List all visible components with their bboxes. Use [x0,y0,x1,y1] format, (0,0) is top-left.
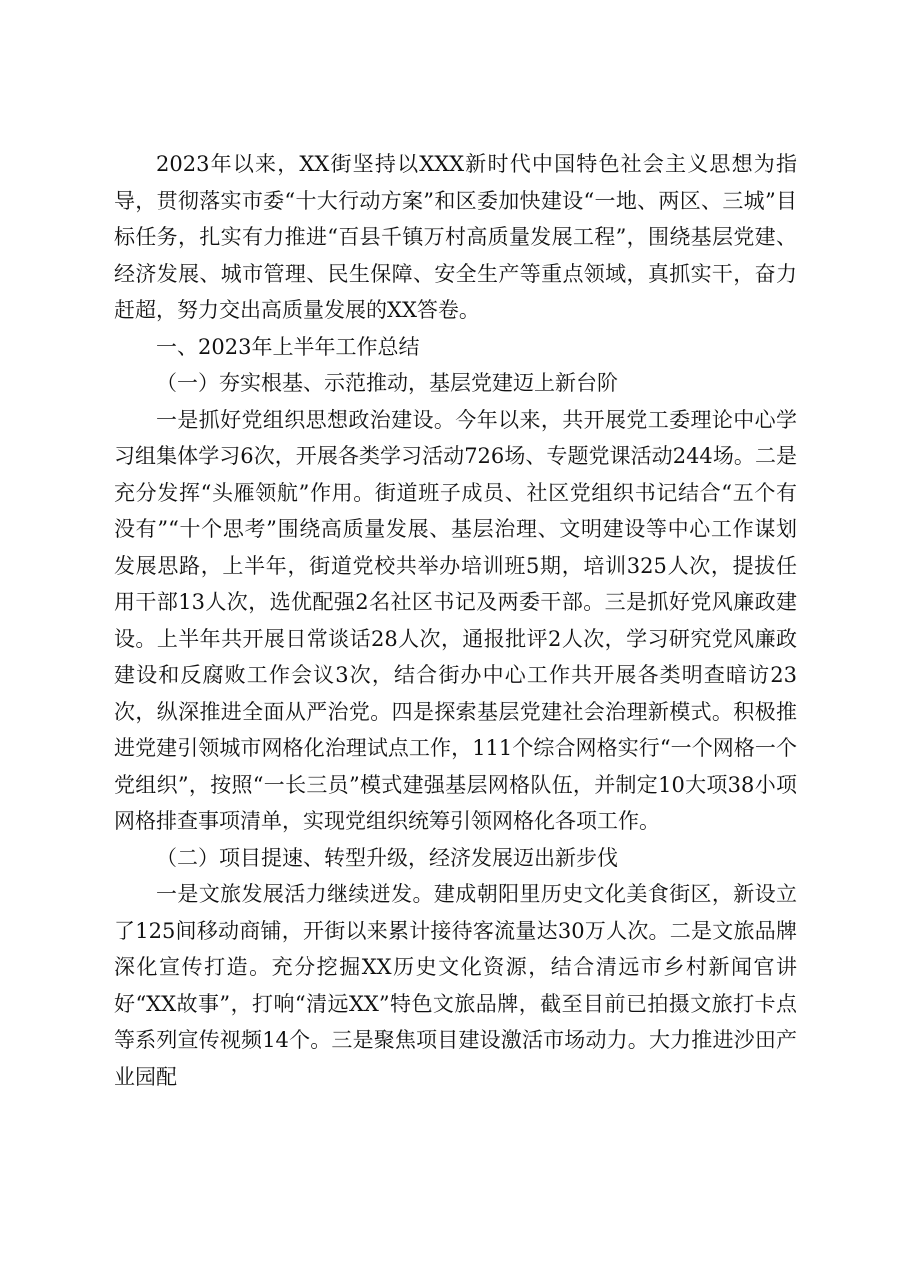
intro-paragraph: 2023年以来，XX街坚持以XXX新时代中国特色社会主义思想为指导，贯彻落实市委“十大行动方案”和区委加快建设“一地、两区、三城”目标任务，扎实有力推进“百县千镇万村高质量发展工程”，围绕基层党建、经济发展、城市管理、民生保障、安全生产等重点领域，真抓实干，奋力赶超，努力交出高质量发展的XX答卷。 [114,152,797,322]
subsection-heading: （二）项目提速、转型升级，经济发展迈出新步伐 [156,845,618,870]
subsection-heading: （一）夯实根基、示范推动，基层党建迈上新台阶 [156,371,618,395]
section-heading: 一、2023年上半年工作总结 [156,334,420,359]
body-paragraph: 一是文旅发展活力继续迸发。建成朝阳里历史文化美食街区，新设立了125间移动商铺，开街以来累计接待客流量达30万人次。二是文旅品牌深化宣传打造。充分挖掘XX历史文化资源，结合清远市乡村新闻官讲好“XX故事”，打响“清远XX”特色文旅品牌，截至目前已拍摄文旅打卡点等系列宣传视频14个。三是聚焦项目建设激活市场动力。大力推进沙田产业园配 [114,882,797,1089]
document-body [114,146,797,1095]
body-paragraph: 一是抓好党组织思想政治建设。今年以来，共开展党工委理论中心学习组集体学习6次，开展各类学习活动726场、专题党课活动244场。二是充分发挥“头雁领航”作用。街道班子成员、社区党组织书记结合“五个有没有”“十个思考”围绕高质量发展、基层治理、文明建设等中心工作谋划发展思路，上半年，街道党校共举办培训班5期，培训325人次，提拔任用干部13人次，选优配强2名社区书记及两委干部。三是抓好党风廉政建设。上半年共开展日常谈话28人次，通报批评2人次，学习研究党风廉政建设和反腐败工作会议3次，结合街办中心工作共开展各类明查暗访23次，纵深推进全面从严治党。四是探索基层党建社会治理新模式。积极推进党建引领城市网格化治理试点工作，111个综合网格实行“一个网格一个党组织”，按照“一长三员”模式建强基层网格队伍，并制定10大项38小项网格排查事项清单，实现党组织统筹引领网格化各项工作。 [114,407,797,833]
